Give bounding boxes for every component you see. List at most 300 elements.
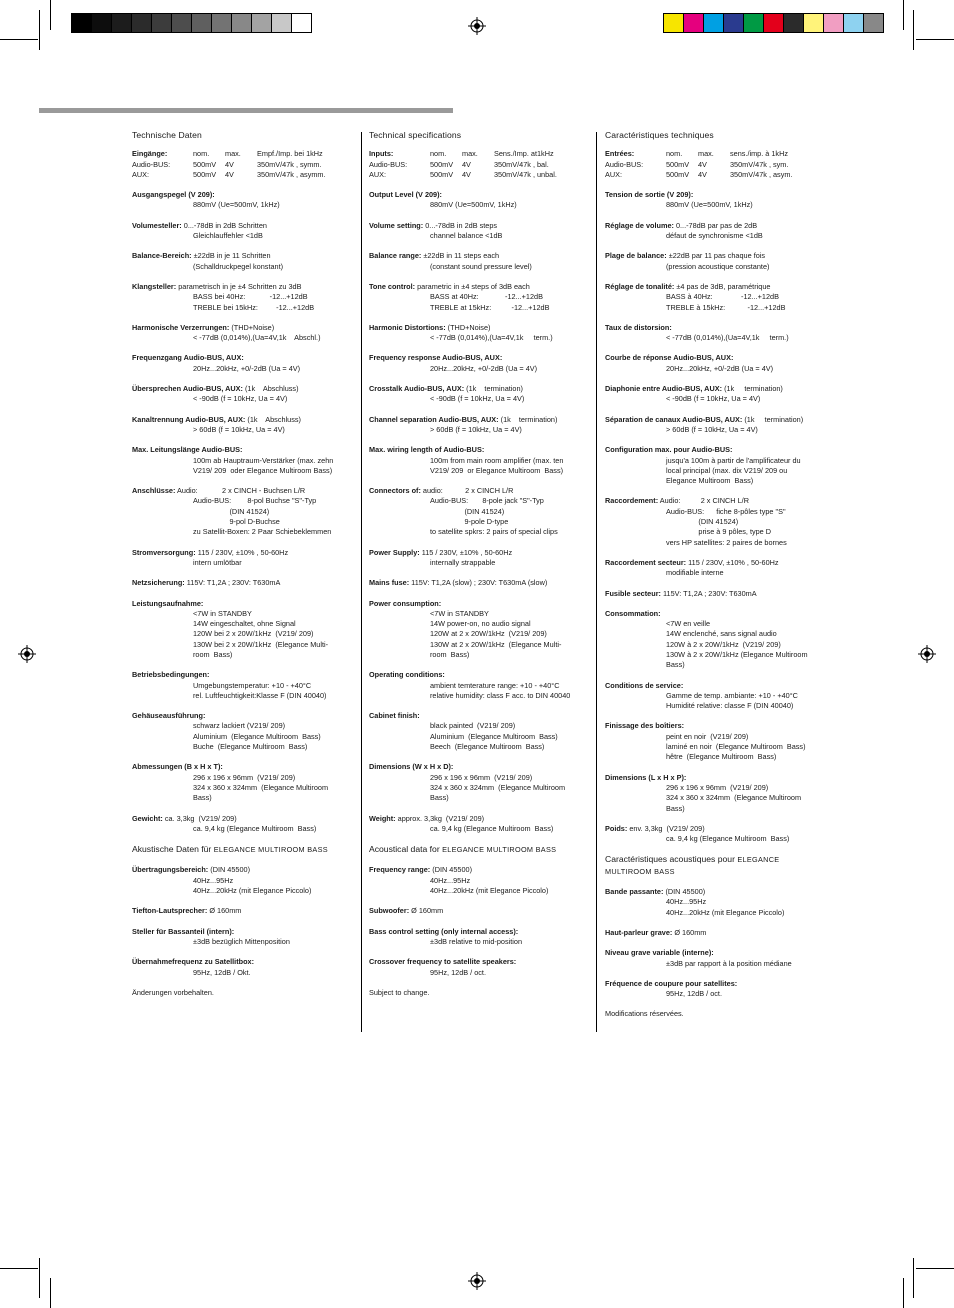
spec-label: Volumesteller: xyxy=(132,220,182,230)
spec-label: Mains fuse: xyxy=(369,578,410,588)
column-german xyxy=(132,130,354,998)
spec-details xyxy=(605,989,827,999)
color-swatch xyxy=(784,14,804,32)
spec-details xyxy=(605,691,827,712)
column-divider xyxy=(596,132,597,1032)
change-note: Subject to change. xyxy=(369,987,430,997)
spec-details xyxy=(605,333,827,343)
spec-line xyxy=(605,251,827,261)
color-swatch xyxy=(152,14,172,32)
inputs-cell: 350mV/47k , asymm. xyxy=(257,169,326,179)
spec-detail-line: > 60dB (f = 10kHz, Ua = 4V) xyxy=(666,424,758,434)
crop-mark xyxy=(916,39,954,40)
spec-detail-line: vers HP satellites: 2 paires de bornes xyxy=(666,537,787,547)
color-swatch xyxy=(824,14,844,32)
spec-detail-line: Aluminium (Elegance Multiroom Bass) xyxy=(193,731,321,741)
spec-line xyxy=(132,814,354,824)
spec-detail-line: 296 x 196 x 96mm (V219/ 209) xyxy=(666,782,769,792)
spec-label: Tension de sortie (V 209): xyxy=(605,190,694,200)
inputs-cell: 4V xyxy=(225,169,234,179)
crop-mark xyxy=(903,1278,904,1308)
spec-detail-line: (pression acoustique constante) xyxy=(666,261,770,271)
spec-detail-line: < -90dB (f = 10kHz, Ua = 4V) xyxy=(430,394,525,404)
spec-details xyxy=(132,496,354,537)
spec-details xyxy=(605,897,827,918)
spec-label: Gewicht: xyxy=(132,813,163,823)
spec-details xyxy=(132,333,354,343)
spec-detail-line: 130W at 2 x 20W/1kHz (Elegance Multi- xyxy=(430,639,562,649)
spec-value: Ø 160mm xyxy=(209,906,242,916)
spec-details xyxy=(369,496,591,537)
spec-detail-line: V219/ 209 oder Elegance Multiroom Bass) xyxy=(193,465,333,475)
spec-label: Übersprechen Audio-BUS, AUX: xyxy=(132,384,243,394)
spec-value: ±4 pas de 3dB, paramétrique xyxy=(676,281,771,291)
crop-mark xyxy=(39,10,40,50)
spec-label: Kanaltrennung Audio-BUS, AUX: xyxy=(132,414,246,424)
spec-section xyxy=(369,762,591,803)
spec-line xyxy=(369,190,591,200)
inputs-grid xyxy=(369,149,591,180)
spec-section xyxy=(605,251,827,272)
spec-details xyxy=(132,456,354,477)
spec-details xyxy=(132,292,354,313)
spec-details xyxy=(369,824,591,834)
spec-value: 115 / 230V, ±10% , 50-60Hz xyxy=(197,547,289,557)
spec-value: (DIN 45500) xyxy=(210,865,251,875)
spec-detail-line: < -90dB (f = 10kHz, Ua = 4V) xyxy=(666,394,761,404)
spec-line xyxy=(132,906,354,916)
spec-detail-line: (DIN 41524) xyxy=(193,506,270,516)
spec-label: Poids: xyxy=(605,823,628,833)
spec-section xyxy=(132,927,354,948)
spec-details xyxy=(605,783,827,814)
spec-line xyxy=(605,773,827,783)
spec-label: Harmonic Distortions: xyxy=(369,322,446,332)
color-swatch xyxy=(664,14,684,32)
spec-detail-line: 296 x 196 x 96mm (V219/ 209) xyxy=(193,772,296,782)
color-swatch xyxy=(684,14,704,32)
spec-detail-line: ambient temterature range: +10 - +40°C xyxy=(430,680,560,690)
acoustic-title-text: Akustische Daten für xyxy=(132,844,212,855)
acoustic-product: ELEGANCE MULTIROOM BASS xyxy=(605,855,780,876)
spec-label: Betriebsbedingungen: xyxy=(132,670,210,680)
spec-details xyxy=(132,824,354,834)
spec-detail-line: 40Hz...95Hz xyxy=(666,897,707,907)
spec-detail-line: channel balance <1dB xyxy=(430,231,503,241)
spec-detail-line: 130W bei 2 x 20W/1kHz (Elegance Multi- xyxy=(193,639,329,649)
spec-line xyxy=(132,762,354,772)
spec-label: Balance-Bereich: xyxy=(132,251,192,261)
spec-detail-line: < -90dB (f = 10kHz, Ua = 4V) xyxy=(193,394,288,404)
spec-detail-line: Audio-BUS: 8-pol Buchse "S"-Typ xyxy=(193,496,317,506)
spec-details xyxy=(369,292,591,313)
spec-detail-line: <7W in STANDBY xyxy=(193,608,252,618)
spec-detail-line: < -77dB (0,014%),(Ua=4V,1k term.) xyxy=(666,333,789,343)
spec-detail-line: 14W power-on, no audio signal xyxy=(430,619,531,629)
spec-section xyxy=(369,415,591,436)
spec-detail-line: Elegance Multiroom Bass) xyxy=(666,476,754,486)
spec-details xyxy=(605,394,827,404)
spec-section xyxy=(605,948,827,969)
spec-section xyxy=(605,824,827,845)
spec-details xyxy=(369,456,591,477)
spec-detail-line: jusqu'a 100m à partir de l'amplificateur du xyxy=(666,455,801,465)
column-divider xyxy=(361,132,362,1032)
spec-value: Ø 160mm xyxy=(674,927,707,937)
spec-section xyxy=(369,445,591,476)
inputs-header: sens./imp. à 1kHz xyxy=(730,149,788,159)
spec-line xyxy=(132,190,354,200)
spec-detail-line: 324 x 360 x 324mm (Elegance Multiroom xyxy=(430,782,566,792)
spec-details xyxy=(132,394,354,404)
spec-line xyxy=(605,979,827,989)
spec-detail-line: 880mV (Ue=500mV, 1kHz) xyxy=(666,200,753,210)
crop-mark xyxy=(50,0,51,30)
color-swatch xyxy=(92,14,112,32)
acoustic-title xyxy=(132,844,328,854)
acoustic-heading xyxy=(132,844,354,855)
inputs-cell: 500mV xyxy=(193,159,217,169)
spec-line xyxy=(369,353,591,363)
spec-label: Réglage de volume: xyxy=(605,220,674,230)
column-heading: Technical specifications xyxy=(369,130,462,140)
spec-line xyxy=(369,486,591,496)
spec-details xyxy=(369,262,591,272)
spec-value: (THD+Noise) xyxy=(447,322,491,332)
spec-line xyxy=(605,415,827,425)
spec-detail-line: <7W in STANDBY xyxy=(430,608,489,618)
spec-detail-line: (Schalldruckpegel konstant) xyxy=(193,261,284,271)
spec-line xyxy=(605,190,827,200)
spec-line xyxy=(605,681,827,691)
spec-section xyxy=(132,578,354,588)
spec-value: Audio: 2 x CINCH - Buchsen L/R xyxy=(177,486,306,496)
change-note: Modifications réservées. xyxy=(605,1009,684,1019)
spec-line xyxy=(132,221,354,231)
spec-detail-line: room Bass) xyxy=(193,649,233,659)
spec-value: (THD+Noise) xyxy=(231,322,275,332)
spec-label: Frequency range: xyxy=(369,865,431,875)
spec-label: Channel separation Audio-BUS, AUX: xyxy=(369,414,499,424)
spec-details xyxy=(369,425,591,435)
spec-detail-line: black painted (V219/ 209) xyxy=(430,721,516,731)
spec-line xyxy=(369,221,591,231)
header-rule xyxy=(39,108,453,113)
spec-label: Conditions de service: xyxy=(605,680,684,690)
spec-label: Gehäuseausführung: xyxy=(132,711,206,721)
spec-line xyxy=(605,496,827,506)
spec-section xyxy=(605,445,827,486)
spec-detail-line: Aluminium (Elegance Multiroom Bass) xyxy=(430,731,558,741)
spec-line xyxy=(605,445,827,455)
spec-label: Séparation de canaux Audio-BUS, AUX: xyxy=(605,414,743,424)
spec-line xyxy=(369,670,591,680)
spec-line xyxy=(369,384,591,394)
inputs-label: Eingänge: xyxy=(132,149,168,159)
spec-section xyxy=(369,957,591,978)
spec-section xyxy=(132,190,354,211)
color-swatch xyxy=(132,14,152,32)
acoustic-title-text: Caractéristiques acoustiques pour xyxy=(605,854,735,865)
spec-details xyxy=(605,568,827,578)
spec-section xyxy=(369,578,591,588)
spec-section xyxy=(132,865,354,896)
spec-value: ±22dB par 11 pas chaque fois xyxy=(668,251,766,261)
spec-detail-line: zu Satellit-Boxen: 2 Paar Schiebeklemmen xyxy=(193,527,332,537)
spec-value: 115V: T1,2A (slow) ; 230V: T630mA (slow) xyxy=(411,578,548,588)
spec-label: Volume setting: xyxy=(369,220,424,230)
spec-details xyxy=(132,681,354,702)
spec-line xyxy=(605,824,827,834)
greyscale-color-bar xyxy=(71,13,312,33)
spec-value: (DIN 45500) xyxy=(432,865,473,875)
spec-label: Power consumption: xyxy=(369,598,442,608)
spec-details xyxy=(605,200,827,210)
spec-detail-line: 20Hz...20kHz, +0/-2dB (Ua = 4V) xyxy=(193,363,301,373)
spec-section xyxy=(605,928,827,938)
spec-label: Operating conditions: xyxy=(369,670,445,680)
inputs-cell: 500mV xyxy=(193,169,217,179)
spec-detail-line: > 60dB (f = 10kHz, Ua = 4V) xyxy=(193,424,285,434)
spec-section xyxy=(605,887,827,918)
spec-detail-line: Gleichlauffehler <1dB xyxy=(193,231,263,241)
spec-detail-line: BASS à 40Hz: -12...+12dB xyxy=(666,292,779,302)
inputs-cell: Audio-BUS: xyxy=(369,159,408,169)
inputs-header: nom. xyxy=(666,149,683,159)
spec-line xyxy=(132,486,354,496)
spec-detail-line: 100m from main room amplifier (max. ten xyxy=(430,455,564,465)
spec-detail-line: (DIN 41524) xyxy=(666,517,739,527)
spec-section xyxy=(132,486,354,537)
spec-label: Raccordement secteur: xyxy=(605,557,687,567)
spec-value: (1k termination) xyxy=(466,384,523,394)
color-swatch xyxy=(252,14,272,32)
crop-mark xyxy=(916,1268,954,1269)
inputs-header: Empf./Imp. bei 1kHz xyxy=(257,149,323,159)
spec-section xyxy=(132,762,354,803)
spec-details xyxy=(132,262,354,272)
acoustic-heading xyxy=(369,844,591,855)
spec-label: Fusible secteur: xyxy=(605,588,661,598)
spec-section xyxy=(369,814,591,835)
spec-value: Ø 160mm xyxy=(411,906,444,916)
spec-section xyxy=(369,353,591,374)
registration-mark-icon xyxy=(468,17,486,35)
inputs-cell: 350mV/47k , sym. xyxy=(730,159,789,169)
spec-section xyxy=(132,548,354,569)
inputs-cell: 350mV/47k , bal. xyxy=(494,159,549,169)
inputs-header: nom. xyxy=(193,149,210,159)
crop-mark xyxy=(39,1258,40,1298)
spec-detail-line: room Bass) xyxy=(430,649,470,659)
spec-section xyxy=(369,670,591,701)
inputs-label: Entrées: xyxy=(605,149,635,159)
spec-detail-line: 130W à 2 x 20W/1kHz (Elegance Multiroom xyxy=(666,649,808,659)
spec-details xyxy=(605,834,827,844)
spec-detail-line: to satellite spkrs: 2 pairs of special clips xyxy=(430,527,558,537)
spec-detail-line: Gamme de temp. ambiante: +10 - +40°C xyxy=(666,690,798,700)
spec-label: Crosstalk Audio-BUS, AUX: xyxy=(369,384,465,394)
column-heading: Caractéristiques techniques xyxy=(605,130,714,140)
spec-value: audio: 2 x CINCH L/R xyxy=(422,486,514,496)
spec-section xyxy=(605,681,827,712)
spec-label: Übernahmefrequenz zu Satellitbox: xyxy=(132,957,255,967)
inputs-cell: Audio-BUS: xyxy=(605,159,644,169)
column-french xyxy=(605,130,827,1020)
spec-value: 0...-78dB in 2dB steps xyxy=(425,220,498,230)
spec-section xyxy=(132,221,354,242)
spec-detail-line: 40Hz...95Hz xyxy=(193,875,234,885)
spec-label: Niveau grave variable (interne): xyxy=(605,948,714,958)
spec-line xyxy=(132,711,354,721)
color-swatch xyxy=(292,14,311,32)
spec-line xyxy=(369,599,591,609)
spec-label: Output Level (V 209): xyxy=(369,190,442,200)
spec-section xyxy=(132,353,354,374)
spec-details xyxy=(605,231,827,241)
spec-details xyxy=(132,364,354,374)
inputs-cell: 4V xyxy=(462,159,471,169)
spec-line xyxy=(605,589,827,599)
spec-label: Consommation: xyxy=(605,608,661,618)
spec-section xyxy=(369,323,591,344)
spec-detail-line: schwarz lackiert (V219/ 209) xyxy=(193,721,286,731)
spec-detail-line: peint en noir (V219/ 209) xyxy=(666,731,749,741)
spec-section xyxy=(369,927,591,948)
spec-details xyxy=(369,394,591,404)
spec-line xyxy=(605,721,827,731)
spec-label: Bass control setting (only internal access): xyxy=(369,926,519,936)
spec-detail-line: Bass) xyxy=(430,793,449,803)
spec-line xyxy=(132,578,354,588)
spec-line xyxy=(369,711,591,721)
spec-line xyxy=(132,548,354,558)
spec-line xyxy=(369,323,591,333)
spec-detail-line: ca. 9,4 kg (Elegance Multiroom Bass) xyxy=(666,834,790,844)
acoustic-title xyxy=(605,854,779,875)
spec-detail-line: intern umlötbar xyxy=(193,557,242,567)
inputs-cell: 350mV/47k , asym. xyxy=(730,169,793,179)
spec-section xyxy=(605,589,827,599)
spec-detail-line: 9-pole D-type xyxy=(430,517,509,527)
spec-value: parametric in ±4 steps of 3dB each xyxy=(417,281,530,291)
color-swatch xyxy=(172,14,192,32)
spec-line xyxy=(369,445,591,455)
spec-detail-line: Beech (Elegance Multiroom Bass) xyxy=(430,742,545,752)
spec-section xyxy=(605,721,827,762)
spec-detail-line: rel. Luftfeuchtigkeit:Klasse F (DIN 40040) xyxy=(193,690,327,700)
spec-detail-line: TREBLE à 15kHz: -12...+12dB xyxy=(666,302,786,312)
spec-detail-line: 40Hz...20kHz (mit Elegance Piccolo) xyxy=(430,886,549,896)
spec-line xyxy=(369,251,591,261)
spec-value: 115 / 230V, ±10% , 50-60Hz xyxy=(688,557,779,567)
spec-label: Taux de distorsion: xyxy=(605,322,672,332)
spec-details xyxy=(369,231,591,241)
crop-mark xyxy=(913,10,914,50)
spec-line xyxy=(369,927,591,937)
crop-mark xyxy=(50,1278,51,1308)
spec-label: Harmonische Verzerrungen: xyxy=(132,322,230,332)
spec-section xyxy=(369,384,591,405)
spec-value: (1k Abschluss) xyxy=(247,414,301,424)
spec-line xyxy=(132,927,354,937)
registration-mark-icon xyxy=(918,645,936,663)
inputs-header: nom. xyxy=(430,149,447,159)
spec-line xyxy=(132,445,354,455)
spec-label: Abmessungen (B x H x T): xyxy=(132,762,223,772)
column-heading: Technische Daten xyxy=(132,130,202,140)
spec-detail-line: Audio-BUS: 8-pole jack "S"-Typ xyxy=(430,496,544,506)
crop-mark xyxy=(0,1268,38,1269)
spec-label: Balance range: xyxy=(369,251,422,261)
spec-detail-line: local principal (max. dix V219/ 209 ou xyxy=(666,465,788,475)
spec-section xyxy=(605,496,827,547)
spec-line xyxy=(369,578,591,588)
inputs-label: Inputs: xyxy=(369,149,394,159)
color-swatch xyxy=(724,14,744,32)
change-note: Änderungen vorbehalten. xyxy=(132,987,214,997)
spec-label: Anschlüsse: xyxy=(132,486,176,496)
spec-value: parametrisch in je ±4 Schritten zu 3dB xyxy=(178,281,302,291)
inputs-cell: 4V xyxy=(698,159,707,169)
color-swatch xyxy=(844,14,864,32)
spec-section xyxy=(605,221,827,242)
spec-details xyxy=(369,721,591,752)
spec-line xyxy=(369,548,591,558)
spec-detail-line: Umgebungstemperatur: +10 - +40°C xyxy=(193,680,312,690)
spec-section xyxy=(605,282,827,313)
color-swatch xyxy=(764,14,784,32)
spec-section xyxy=(132,906,354,916)
inputs-cell: 500mV xyxy=(666,169,690,179)
spec-detail-line: < -77dB (0,014%),(Ua=4V,1k Abschl.) xyxy=(193,333,321,343)
inputs-table xyxy=(369,149,591,180)
spec-line xyxy=(132,415,354,425)
inputs-cell: AUX: xyxy=(605,169,623,179)
spec-section xyxy=(369,906,591,916)
spec-value: Audio: 2 x CINCH L/R xyxy=(659,496,749,506)
spec-line xyxy=(605,323,827,333)
spec-detail-line: > 60dB (f = 10kHz, Ua = 4V) xyxy=(430,424,522,434)
spec-line xyxy=(132,599,354,609)
inputs-cell: AUX: xyxy=(132,169,150,179)
spec-details xyxy=(132,968,354,978)
spec-details xyxy=(132,721,354,752)
spec-label: Plage de balance: xyxy=(605,251,667,261)
spec-details xyxy=(132,558,354,568)
spec-section xyxy=(605,558,827,579)
spec-label: Subwoofer: xyxy=(369,906,410,916)
spec-line xyxy=(605,948,827,958)
spec-label: Weight: xyxy=(369,813,396,823)
spec-detail-line: laminé en noir (Elegance Multiroom Bass) xyxy=(666,742,806,752)
spec-label: Steller für Bassanteil (intern): xyxy=(132,926,235,936)
inputs-cell: 4V xyxy=(462,169,471,179)
spec-section xyxy=(132,814,354,835)
spec-details xyxy=(605,507,827,548)
spec-section xyxy=(132,711,354,752)
acoustic-title-text: Acoustical data for xyxy=(369,844,440,855)
spec-detail-line: <7W en veille xyxy=(666,619,711,629)
spec-line xyxy=(132,384,354,394)
spec-details xyxy=(605,959,827,969)
spec-label: Réglage de tonalité: xyxy=(605,281,675,291)
spec-section xyxy=(369,221,591,242)
acoustic-product: ELEGANCE MULTIROOM BASS xyxy=(213,845,328,855)
spec-section xyxy=(369,711,591,752)
color-swatch xyxy=(212,14,232,32)
spec-line xyxy=(369,957,591,967)
